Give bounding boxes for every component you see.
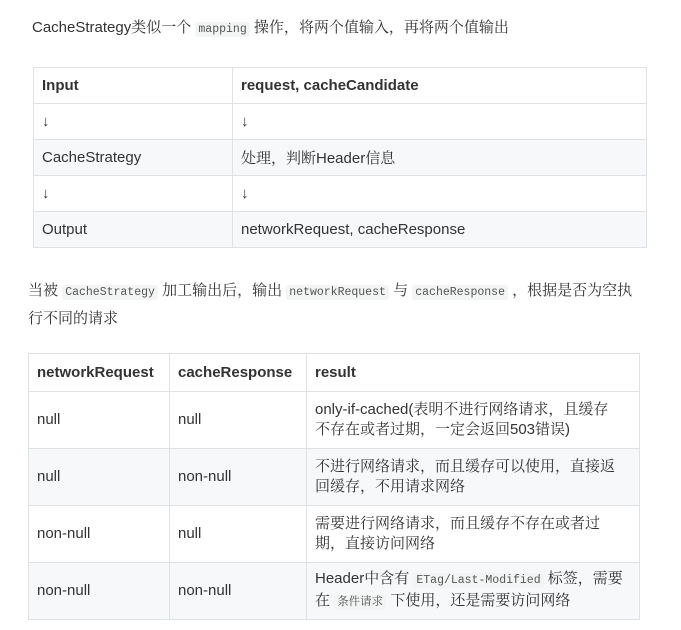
middle-text: 当被 xyxy=(28,282,59,299)
result-line: 需要进行网络请求，而且缓存不存在或者过 xyxy=(315,515,601,532)
flow-table-row xyxy=(34,140,647,176)
middle-text: ，根据是否为空执 xyxy=(512,282,633,299)
table-row xyxy=(29,506,640,563)
intro-code-mapping: mapping xyxy=(195,22,249,37)
middle-line-2: 行不同的请求 xyxy=(28,310,119,327)
result-header-cacheresponse: cacheResponse xyxy=(170,354,307,392)
result-table xyxy=(28,353,640,620)
flow-cell: Output xyxy=(34,212,233,248)
networkrequest-cell: null xyxy=(29,392,170,449)
flow-cell: networkRequest, cacheResponse xyxy=(233,212,647,248)
flow-cell: CacheStrategy xyxy=(34,140,233,176)
result-line xyxy=(315,569,631,591)
flow-cell: ↓ xyxy=(34,176,233,212)
flow-table-row xyxy=(34,176,647,212)
flow-cell: ↓ xyxy=(233,176,647,212)
result-text: 标签，需要 xyxy=(547,570,623,587)
table-row xyxy=(29,392,640,449)
flow-header-col2: request, cacheCandidate xyxy=(233,68,647,104)
code-cachestrategy: CacheStrategy xyxy=(62,285,158,300)
cacheresponse-cell: null xyxy=(170,506,307,563)
flow-cell: ↓ xyxy=(34,104,233,140)
result-line: 回缓存，不用请求网络 xyxy=(315,478,466,495)
flow-table-row xyxy=(34,104,647,140)
result-header-networkrequest: networkRequest xyxy=(29,354,170,392)
networkrequest-cell: non-null xyxy=(29,506,170,563)
result-cell xyxy=(307,506,640,563)
intro-text-after: 操作，将两个值输入，再将两个值输出 xyxy=(253,19,509,36)
result-table-header xyxy=(29,354,640,392)
flow-cell: ↓ xyxy=(233,104,647,140)
result-cell xyxy=(307,449,640,506)
cacheresponse-cell: null xyxy=(170,392,307,449)
middle-line-1 xyxy=(28,278,648,306)
cacheresponse-cell: non-null xyxy=(170,449,307,506)
middle-text: 与 xyxy=(393,282,409,299)
intro-paragraph xyxy=(32,15,509,43)
networkrequest-cell: null xyxy=(29,449,170,506)
code-cacheresponse: cacheResponse xyxy=(412,285,508,300)
result-line: 不存在或者过期，一定会返回503错误) xyxy=(315,421,571,438)
result-line: 不进行网络请求，而且缓存可以使用，直接返 xyxy=(315,458,616,475)
result-cell xyxy=(307,563,640,620)
code-etag-last-modified: ETag/Last-Modified xyxy=(413,573,543,588)
flow-cell: 处理，判断Header信息 xyxy=(233,140,647,176)
result-line xyxy=(315,591,631,613)
result-text: 下使用，还是需要访问网络 xyxy=(390,592,571,609)
result-cell xyxy=(307,392,640,449)
result-header-result: result xyxy=(307,354,640,392)
result-text: 在 xyxy=(315,592,331,609)
networkrequest-cell: non-null xyxy=(29,563,170,620)
cacheresponse-cell: non-null xyxy=(170,563,307,620)
middle-text: 加工输出后，输出 xyxy=(162,282,283,299)
code-conditional-request: 条件请求 xyxy=(334,595,386,610)
table-row xyxy=(29,563,640,620)
code-networkrequest: networkRequest xyxy=(286,285,389,300)
flow-table xyxy=(33,67,647,248)
result-line: 期，直接访问网络 xyxy=(315,535,436,552)
flow-table-header xyxy=(34,68,647,104)
middle-paragraph xyxy=(28,278,648,332)
table-row xyxy=(29,449,640,506)
flow-header-col1: Input xyxy=(34,68,233,104)
result-text: Header中含有 xyxy=(315,570,410,587)
intro-text-before: CacheStrategy类似一个 xyxy=(32,19,192,36)
flow-table-row xyxy=(34,212,647,248)
result-line: only-if-cached(表明不进行网络请求，且缓存 xyxy=(315,401,609,418)
